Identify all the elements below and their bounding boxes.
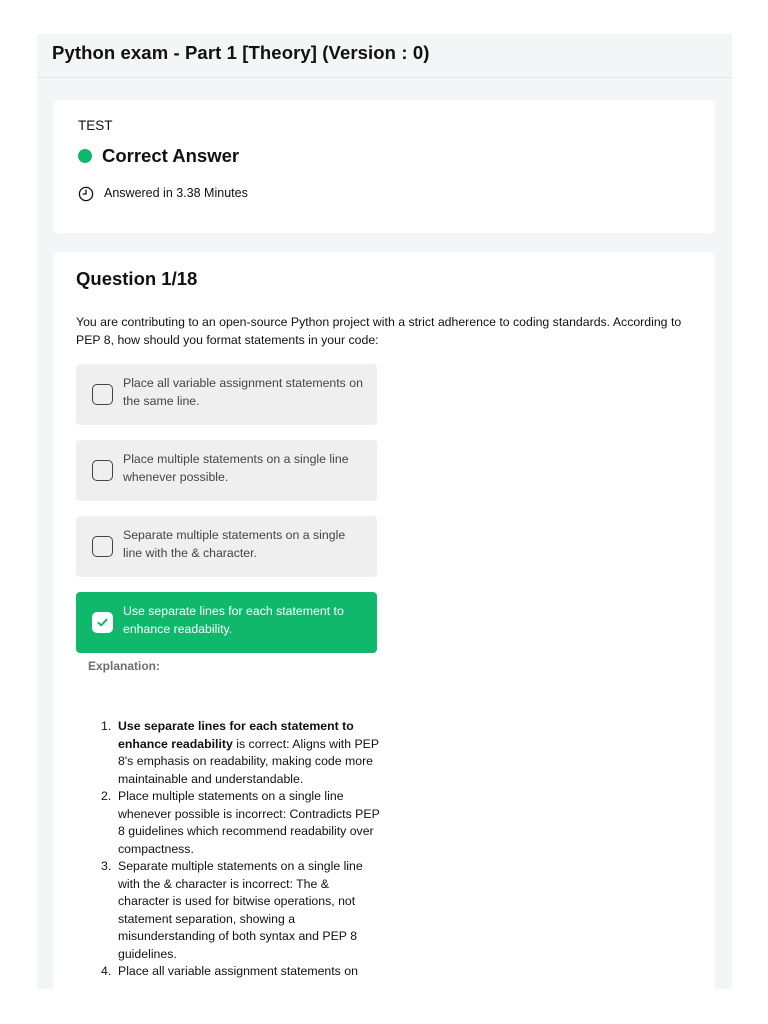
explanation-item-number: 2. — [101, 789, 112, 803]
explanation-item-highlight: Use separate lines for each statement to enhance readability — [118, 719, 354, 751]
option-checkbox[interactable] — [92, 384, 113, 405]
explanation-item — [101, 718, 380, 788]
answer-time — [78, 184, 248, 202]
result-status — [78, 145, 239, 167]
explanation-item — [101, 963, 380, 981]
status-dot-icon — [78, 149, 92, 163]
option-label: Place multiple statements on a single line whenever possible. — [123, 452, 349, 484]
exam-page — [37, 34, 732, 989]
explanation-item — [101, 788, 380, 858]
clock-icon — [78, 186, 94, 202]
answer-option[interactable] — [76, 516, 377, 577]
explanation-label: Explanation: — [88, 659, 161, 673]
option-checkbox[interactable] — [92, 536, 113, 557]
answer-option-selected[interactable] — [76, 592, 377, 653]
explanation-item-text: Separate multiple statements on a single line with the & character is incorrect: The & character is used for bitwise operations, not statement separation, showing a misunderstanding of both syntax and PEP 8 guidelines. — [118, 859, 363, 961]
explanation-item — [101, 858, 380, 963]
option-checkbox-checked[interactable] — [92, 612, 113, 633]
exam-title: Python exam - Part 1 [Theory] (Version : 0) — [52, 42, 430, 63]
option-checkbox[interactable] — [92, 460, 113, 481]
answer-option[interactable] — [76, 364, 377, 425]
option-label: Use separate lines for each statement to enhance readability. — [123, 604, 344, 636]
answer-option[interactable] — [76, 440, 377, 501]
explanation-item-text: Place all variable assignment statements on — [118, 964, 358, 978]
explanation-item-number: 1. — [101, 719, 112, 733]
option-label: Separate multiple statements on a single line with the & character. — [123, 528, 346, 560]
test-label: TEST — [78, 118, 113, 133]
explanation-item-text: is correct: Aligns with PEP 8's emphasis on readability, making code more maintainable and understandable. — [118, 736, 379, 786]
answer-time-text: Answered in 3.38 Minutes — [104, 186, 248, 200]
explanation-list — [101, 718, 380, 981]
question-text: You are contributing to an open-source Python project with a strict adherence to coding standards. According to PEP 8, how should you format statements in your code: — [76, 315, 682, 347]
explanation-item-number: 3. — [101, 859, 112, 873]
option-label: Place all variable assignment statements on the same line. — [123, 376, 363, 408]
exam-header — [37, 34, 732, 78]
result-summary-card — [53, 100, 715, 233]
explanation-item-number: 4. — [101, 964, 112, 978]
explanation-item-text: Place multiple statements on a single line whenever possible is incorrect: Contradicts PEP 8 guidelines which recommend readability over compactness. — [118, 789, 380, 856]
question-card — [53, 252, 715, 989]
question-heading: Question 1/18 — [76, 268, 198, 289]
status-text: Correct Answer — [102, 145, 240, 166]
checkmark-icon — [96, 616, 109, 629]
